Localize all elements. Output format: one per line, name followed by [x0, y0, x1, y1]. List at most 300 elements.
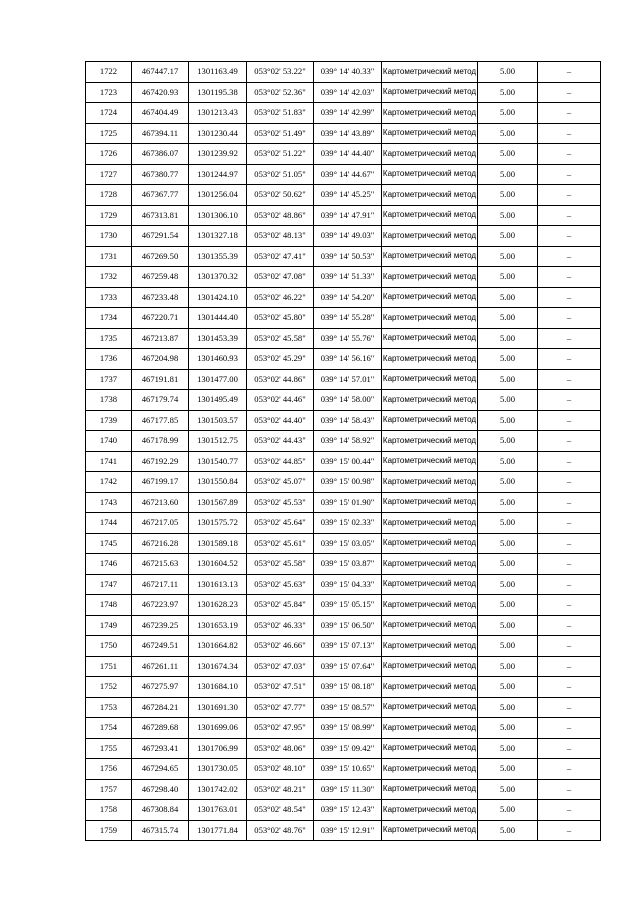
note-cell: –	[538, 82, 601, 103]
x-coordinate-cell: 467367.77	[132, 185, 189, 206]
y-coordinate-cell: 1301684.10	[189, 677, 247, 698]
note-cell: –	[538, 738, 601, 759]
x-coordinate-cell: 467216.28	[132, 533, 189, 554]
point-number-cell: 1727	[86, 164, 132, 185]
table-row	[86, 349, 601, 370]
y-coordinate-cell: 1301460.93	[189, 349, 247, 370]
table-row	[86, 636, 601, 657]
point-number-cell: 1724	[86, 103, 132, 124]
note-cell: –	[538, 697, 601, 718]
x-coordinate-cell: 467259.48	[132, 267, 189, 288]
accuracy-cell: 5.00	[478, 308, 538, 329]
accuracy-cell: 5.00	[478, 226, 538, 247]
x-coordinate-cell: 467223.97	[132, 595, 189, 616]
accuracy-cell: 5.00	[478, 164, 538, 185]
accuracy-cell: 5.00	[478, 267, 538, 288]
point-number-cell: 1741	[86, 451, 132, 472]
y-coordinate-cell: 1301239.92	[189, 144, 247, 165]
point-number-cell: 1743	[86, 492, 132, 513]
note-cell: –	[538, 226, 601, 247]
method-cell: Картометрический метод	[382, 554, 478, 575]
accuracy-cell: 5.00	[478, 615, 538, 636]
y-coordinate-cell: 1301699.06	[189, 718, 247, 739]
note-cell: –	[538, 144, 601, 165]
point-number-cell: 1759	[86, 820, 132, 841]
y-coordinate-cell: 1301477.00	[189, 369, 247, 390]
accuracy-cell: 5.00	[478, 677, 538, 698]
longitude-cell: 039° 14' 58.00"	[314, 390, 382, 411]
point-number-cell: 1745	[86, 533, 132, 554]
method-cell: Картометрический метод	[382, 287, 478, 308]
x-coordinate-cell: 467313.81	[132, 205, 189, 226]
point-number-cell: 1755	[86, 738, 132, 759]
method-cell: Картометрический метод	[382, 451, 478, 472]
longitude-cell: 039° 15' 00.44"	[314, 451, 382, 472]
x-coordinate-cell: 467199.17	[132, 472, 189, 493]
table-row	[86, 533, 601, 554]
point-number-cell: 1740	[86, 431, 132, 452]
x-coordinate-cell: 467394.11	[132, 123, 189, 144]
accuracy-cell: 5.00	[478, 287, 538, 308]
latitude-cell: 053°02' 48.54"	[247, 800, 314, 821]
latitude-cell: 053°02' 47.95"	[247, 718, 314, 739]
method-cell: Картометрический метод	[382, 697, 478, 718]
accuracy-cell: 5.00	[478, 431, 538, 452]
table-row	[86, 779, 601, 800]
table-row	[86, 205, 601, 226]
x-coordinate-cell: 467179.74	[132, 390, 189, 411]
latitude-cell: 053°02' 48.13"	[247, 226, 314, 247]
note-cell: –	[538, 800, 601, 821]
accuracy-cell: 5.00	[478, 246, 538, 267]
coordinates-table	[85, 61, 601, 841]
x-coordinate-cell: 467380.77	[132, 164, 189, 185]
table-body	[86, 62, 601, 841]
x-coordinate-cell: 467178.99	[132, 431, 189, 452]
longitude-cell: 039° 14' 54.20"	[314, 287, 382, 308]
table-row	[86, 451, 601, 472]
method-cell: Картометрический метод	[382, 144, 478, 165]
y-coordinate-cell: 1301567.89	[189, 492, 247, 513]
point-number-cell: 1758	[86, 800, 132, 821]
x-coordinate-cell: 467213.87	[132, 328, 189, 349]
longitude-cell: 039° 14' 44.67"	[314, 164, 382, 185]
note-cell: –	[538, 656, 601, 677]
latitude-cell: 053°02' 47.77"	[247, 697, 314, 718]
longitude-cell: 039° 14' 51.33"	[314, 267, 382, 288]
accuracy-cell: 5.00	[478, 800, 538, 821]
accuracy-cell: 5.00	[478, 779, 538, 800]
latitude-cell: 053°02' 44.85"	[247, 451, 314, 472]
point-number-cell: 1744	[86, 513, 132, 534]
point-number-cell: 1753	[86, 697, 132, 718]
note-cell: –	[538, 287, 601, 308]
x-coordinate-cell: 467177.85	[132, 410, 189, 431]
accuracy-cell: 5.00	[478, 123, 538, 144]
method-cell: Картометрический метод	[382, 267, 478, 288]
method-cell: Картометрический метод	[382, 62, 478, 83]
point-number-cell: 1754	[86, 718, 132, 739]
latitude-cell: 053°02' 45.58"	[247, 328, 314, 349]
x-coordinate-cell: 467269.50	[132, 246, 189, 267]
y-coordinate-cell: 1301763.01	[189, 800, 247, 821]
method-cell: Картометрический метод	[382, 246, 478, 267]
y-coordinate-cell: 1301503.57	[189, 410, 247, 431]
note-cell: –	[538, 349, 601, 370]
x-coordinate-cell: 467447.17	[132, 62, 189, 83]
table-row	[86, 574, 601, 595]
point-number-cell: 1734	[86, 308, 132, 329]
accuracy-cell: 5.00	[478, 513, 538, 534]
table-row	[86, 369, 601, 390]
longitude-cell: 039° 14' 42.99"	[314, 103, 382, 124]
accuracy-cell: 5.00	[478, 738, 538, 759]
method-cell: Картометрический метод	[382, 820, 478, 841]
note-cell: –	[538, 246, 601, 267]
latitude-cell: 053°02' 44.43"	[247, 431, 314, 452]
y-coordinate-cell: 1301327.18	[189, 226, 247, 247]
x-coordinate-cell: 467420.93	[132, 82, 189, 103]
note-cell: –	[538, 451, 601, 472]
y-coordinate-cell: 1301230.44	[189, 123, 247, 144]
note-cell: –	[538, 718, 601, 739]
method-cell: Картометрический метод	[382, 595, 478, 616]
accuracy-cell: 5.00	[478, 82, 538, 103]
method-cell: Картометрический метод	[382, 513, 478, 534]
accuracy-cell: 5.00	[478, 554, 538, 575]
x-coordinate-cell: 467239.25	[132, 615, 189, 636]
x-coordinate-cell: 467294.65	[132, 759, 189, 780]
note-cell: –	[538, 636, 601, 657]
x-coordinate-cell: 467275.97	[132, 677, 189, 698]
accuracy-cell: 5.00	[478, 820, 538, 841]
note-cell: –	[538, 308, 601, 329]
longitude-cell: 039° 14' 50.53"	[314, 246, 382, 267]
latitude-cell: 053°02' 46.22"	[247, 287, 314, 308]
y-coordinate-cell: 1301256.04	[189, 185, 247, 206]
x-coordinate-cell: 467191.81	[132, 369, 189, 390]
point-number-cell: 1757	[86, 779, 132, 800]
method-cell: Картометрический метод	[382, 472, 478, 493]
y-coordinate-cell: 1301674.34	[189, 656, 247, 677]
accuracy-cell: 5.00	[478, 103, 538, 124]
table-row	[86, 328, 601, 349]
longitude-cell: 039° 15' 06.50"	[314, 615, 382, 636]
note-cell: –	[538, 615, 601, 636]
y-coordinate-cell: 1301664.82	[189, 636, 247, 657]
note-cell: –	[538, 533, 601, 554]
point-number-cell: 1729	[86, 205, 132, 226]
method-cell: Картометрический метод	[382, 677, 478, 698]
latitude-cell: 053°02' 45.61"	[247, 533, 314, 554]
accuracy-cell: 5.00	[478, 492, 538, 513]
point-number-cell: 1728	[86, 185, 132, 206]
table-row	[86, 144, 601, 165]
method-cell: Картометрический метод	[382, 431, 478, 452]
latitude-cell: 053°02' 47.41"	[247, 246, 314, 267]
latitude-cell: 053°02' 53.22"	[247, 62, 314, 83]
accuracy-cell: 5.00	[478, 144, 538, 165]
point-number-cell: 1742	[86, 472, 132, 493]
y-coordinate-cell: 1301691.30	[189, 697, 247, 718]
longitude-cell: 039° 14' 45.25"	[314, 185, 382, 206]
point-number-cell: 1747	[86, 574, 132, 595]
x-coordinate-cell: 467213.60	[132, 492, 189, 513]
longitude-cell: 039° 15' 08.99"	[314, 718, 382, 739]
method-cell: Картометрический метод	[382, 226, 478, 247]
x-coordinate-cell: 467217.05	[132, 513, 189, 534]
table-row	[86, 267, 601, 288]
method-cell: Картометрический метод	[382, 636, 478, 657]
method-cell: Картометрический метод	[382, 82, 478, 103]
method-cell: Картометрический метод	[382, 369, 478, 390]
note-cell: –	[538, 328, 601, 349]
note-cell: –	[538, 759, 601, 780]
y-coordinate-cell: 1301742.02	[189, 779, 247, 800]
latitude-cell: 053°02' 48.76"	[247, 820, 314, 841]
table-row	[86, 123, 601, 144]
latitude-cell: 053°02' 48.10"	[247, 759, 314, 780]
longitude-cell: 039° 15' 05.15"	[314, 595, 382, 616]
x-coordinate-cell: 467298.40	[132, 779, 189, 800]
x-coordinate-cell: 467386.07	[132, 144, 189, 165]
y-coordinate-cell: 1301195.38	[189, 82, 247, 103]
table-row	[86, 410, 601, 431]
longitude-cell: 039° 15' 10.65"	[314, 759, 382, 780]
note-cell: –	[538, 492, 601, 513]
method-cell: Картометрический метод	[382, 615, 478, 636]
point-number-cell: 1749	[86, 615, 132, 636]
y-coordinate-cell: 1301424.10	[189, 287, 247, 308]
longitude-cell: 039° 14' 44.40"	[314, 144, 382, 165]
longitude-cell: 039° 15' 04.33"	[314, 574, 382, 595]
method-cell: Картометрический метод	[382, 656, 478, 677]
longitude-cell: 039° 15' 12.43"	[314, 800, 382, 821]
note-cell: –	[538, 267, 601, 288]
latitude-cell: 053°02' 44.86"	[247, 369, 314, 390]
table-row	[86, 308, 601, 329]
note-cell: –	[538, 431, 601, 452]
x-coordinate-cell: 467315.74	[132, 820, 189, 841]
note-cell: –	[538, 554, 601, 575]
y-coordinate-cell: 1301355.39	[189, 246, 247, 267]
table-row	[86, 431, 601, 452]
point-number-cell: 1725	[86, 123, 132, 144]
table-row	[86, 226, 601, 247]
note-cell: –	[538, 410, 601, 431]
longitude-cell: 039° 15' 01.90"	[314, 492, 382, 513]
y-coordinate-cell: 1301604.52	[189, 554, 247, 575]
accuracy-cell: 5.00	[478, 697, 538, 718]
table-row	[86, 246, 601, 267]
note-cell: –	[538, 779, 601, 800]
table-row	[86, 759, 601, 780]
table-row	[86, 656, 601, 677]
longitude-cell: 039° 15' 07.64"	[314, 656, 382, 677]
latitude-cell: 053°02' 46.33"	[247, 615, 314, 636]
latitude-cell: 053°02' 45.53"	[247, 492, 314, 513]
longitude-cell: 039° 15' 11.30"	[314, 779, 382, 800]
accuracy-cell: 5.00	[478, 349, 538, 370]
latitude-cell: 053°02' 51.83"	[247, 103, 314, 124]
accuracy-cell: 5.00	[478, 62, 538, 83]
x-coordinate-cell: 467215.63	[132, 554, 189, 575]
longitude-cell: 039° 15' 08.18"	[314, 677, 382, 698]
note-cell: –	[538, 123, 601, 144]
accuracy-cell: 5.00	[478, 328, 538, 349]
point-number-cell: 1735	[86, 328, 132, 349]
x-coordinate-cell: 467261.11	[132, 656, 189, 677]
latitude-cell: 053°02' 45.07"	[247, 472, 314, 493]
note-cell: –	[538, 103, 601, 124]
longitude-cell: 039° 15' 02.33"	[314, 513, 382, 534]
x-coordinate-cell: 467217.11	[132, 574, 189, 595]
y-coordinate-cell: 1301213.43	[189, 103, 247, 124]
method-cell: Картометрический метод	[382, 492, 478, 513]
accuracy-cell: 5.00	[478, 451, 538, 472]
latitude-cell: 053°02' 52.36"	[247, 82, 314, 103]
x-coordinate-cell: 467249.51	[132, 636, 189, 657]
y-coordinate-cell: 1301771.84	[189, 820, 247, 841]
x-coordinate-cell: 467233.48	[132, 287, 189, 308]
longitude-cell: 039° 15' 00.98"	[314, 472, 382, 493]
table-row	[86, 677, 601, 698]
latitude-cell: 053°02' 48.86"	[247, 205, 314, 226]
table-row	[86, 185, 601, 206]
table-row	[86, 595, 601, 616]
longitude-cell: 039° 14' 49.03"	[314, 226, 382, 247]
point-number-cell: 1722	[86, 62, 132, 83]
point-number-cell: 1738	[86, 390, 132, 411]
table-row	[86, 554, 601, 575]
table-row	[86, 62, 601, 83]
method-cell: Картометрический метод	[382, 410, 478, 431]
point-number-cell: 1750	[86, 636, 132, 657]
table-row	[86, 800, 601, 821]
y-coordinate-cell: 1301444.40	[189, 308, 247, 329]
x-coordinate-cell: 467220.71	[132, 308, 189, 329]
point-number-cell: 1730	[86, 226, 132, 247]
y-coordinate-cell: 1301730.05	[189, 759, 247, 780]
method-cell: Картометрический метод	[382, 533, 478, 554]
point-number-cell: 1746	[86, 554, 132, 575]
point-number-cell: 1733	[86, 287, 132, 308]
method-cell: Картометрический метод	[382, 205, 478, 226]
x-coordinate-cell: 467293.41	[132, 738, 189, 759]
note-cell: –	[538, 677, 601, 698]
longitude-cell: 039° 14' 56.16"	[314, 349, 382, 370]
note-cell: –	[538, 369, 601, 390]
y-coordinate-cell: 1301244.97	[189, 164, 247, 185]
x-coordinate-cell: 467204.98	[132, 349, 189, 370]
point-number-cell: 1731	[86, 246, 132, 267]
latitude-cell: 053°02' 45.29"	[247, 349, 314, 370]
accuracy-cell: 5.00	[478, 369, 538, 390]
longitude-cell: 039° 14' 57.01"	[314, 369, 382, 390]
latitude-cell: 053°02' 45.80"	[247, 308, 314, 329]
y-coordinate-cell: 1301512.75	[189, 431, 247, 452]
accuracy-cell: 5.00	[478, 472, 538, 493]
longitude-cell: 039° 14' 47.91"	[314, 205, 382, 226]
point-number-cell: 1756	[86, 759, 132, 780]
y-coordinate-cell: 1301163.49	[189, 62, 247, 83]
note-cell: –	[538, 164, 601, 185]
y-coordinate-cell: 1301589.18	[189, 533, 247, 554]
table-row	[86, 390, 601, 411]
longitude-cell: 039° 15' 12.91"	[314, 820, 382, 841]
note-cell: –	[538, 513, 601, 534]
latitude-cell: 053°02' 44.46"	[247, 390, 314, 411]
x-coordinate-cell: 467284.21	[132, 697, 189, 718]
y-coordinate-cell: 1301495.49	[189, 390, 247, 411]
point-number-cell: 1737	[86, 369, 132, 390]
longitude-cell: 039° 14' 42.03"	[314, 82, 382, 103]
latitude-cell: 053°02' 47.51"	[247, 677, 314, 698]
accuracy-cell: 5.00	[478, 185, 538, 206]
table-row	[86, 287, 601, 308]
table-row	[86, 472, 601, 493]
table-row	[86, 164, 601, 185]
latitude-cell: 053°02' 46.66"	[247, 636, 314, 657]
y-coordinate-cell: 1301706.99	[189, 738, 247, 759]
latitude-cell: 053°02' 51.05"	[247, 164, 314, 185]
y-coordinate-cell: 1301628.23	[189, 595, 247, 616]
longitude-cell: 039° 14' 43.89"	[314, 123, 382, 144]
x-coordinate-cell: 467291.54	[132, 226, 189, 247]
latitude-cell: 053°02' 45.63"	[247, 574, 314, 595]
longitude-cell: 039° 15' 03.87"	[314, 554, 382, 575]
point-number-cell: 1723	[86, 82, 132, 103]
latitude-cell: 053°02' 45.84"	[247, 595, 314, 616]
method-cell: Картометрический метод	[382, 349, 478, 370]
table-row	[86, 820, 601, 841]
longitude-cell: 039° 15' 03.05"	[314, 533, 382, 554]
table-row	[86, 718, 601, 739]
latitude-cell: 053°02' 50.62"	[247, 185, 314, 206]
method-cell: Картометрический метод	[382, 738, 478, 759]
method-cell: Картометрический метод	[382, 759, 478, 780]
method-cell: Картометрический метод	[382, 308, 478, 329]
longitude-cell: 039° 14' 58.43"	[314, 410, 382, 431]
longitude-cell: 039° 15' 08.57"	[314, 697, 382, 718]
method-cell: Картометрический метод	[382, 103, 478, 124]
table-row	[86, 697, 601, 718]
latitude-cell: 053°02' 48.06"	[247, 738, 314, 759]
latitude-cell: 053°02' 44.40"	[247, 410, 314, 431]
note-cell: –	[538, 595, 601, 616]
latitude-cell: 053°02' 45.58"	[247, 554, 314, 575]
point-number-cell: 1736	[86, 349, 132, 370]
longitude-cell: 039° 14' 55.28"	[314, 308, 382, 329]
y-coordinate-cell: 1301550.84	[189, 472, 247, 493]
accuracy-cell: 5.00	[478, 390, 538, 411]
method-cell: Картометрический метод	[382, 164, 478, 185]
note-cell: –	[538, 390, 601, 411]
note-cell: –	[538, 472, 601, 493]
latitude-cell: 053°02' 47.08"	[247, 267, 314, 288]
table-row	[86, 103, 601, 124]
table-row	[86, 513, 601, 534]
method-cell: Картометрический метод	[382, 185, 478, 206]
point-number-cell: 1751	[86, 656, 132, 677]
method-cell: Картометрический метод	[382, 328, 478, 349]
accuracy-cell: 5.00	[478, 656, 538, 677]
table-row	[86, 82, 601, 103]
point-number-cell: 1739	[86, 410, 132, 431]
x-coordinate-cell: 467192.29	[132, 451, 189, 472]
table-row	[86, 492, 601, 513]
y-coordinate-cell: 1301306.10	[189, 205, 247, 226]
